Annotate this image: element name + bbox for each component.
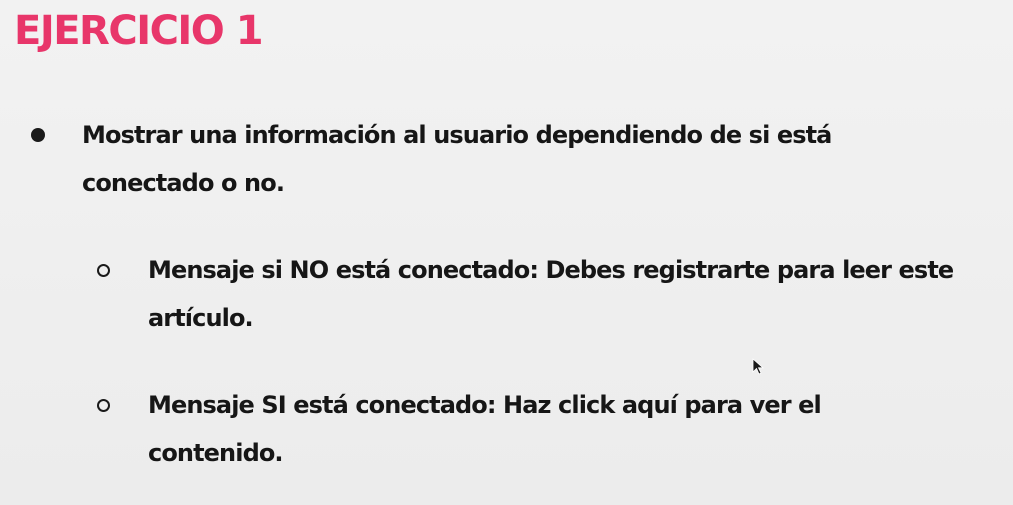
bullet-item-not-connected: Mensaje si NO está conectado: Debes registrarte para leer este artículo. [148, 256, 954, 332]
bullet-circle-icon [97, 264, 110, 277]
bullet-item-connected: Mensaje SI está conectado: Haz click aquí para ver el contenido. [148, 391, 821, 467]
slide-title: EJERCICIO 1 [14, 8, 263, 54]
bullet-item-main: Mostrar una información al usuario dependiendo de si está conectado o no. [82, 121, 832, 197]
mouse-cursor-icon [752, 358, 766, 376]
bullet-circle-icon [97, 399, 110, 412]
bullet-dot-icon [31, 128, 45, 142]
